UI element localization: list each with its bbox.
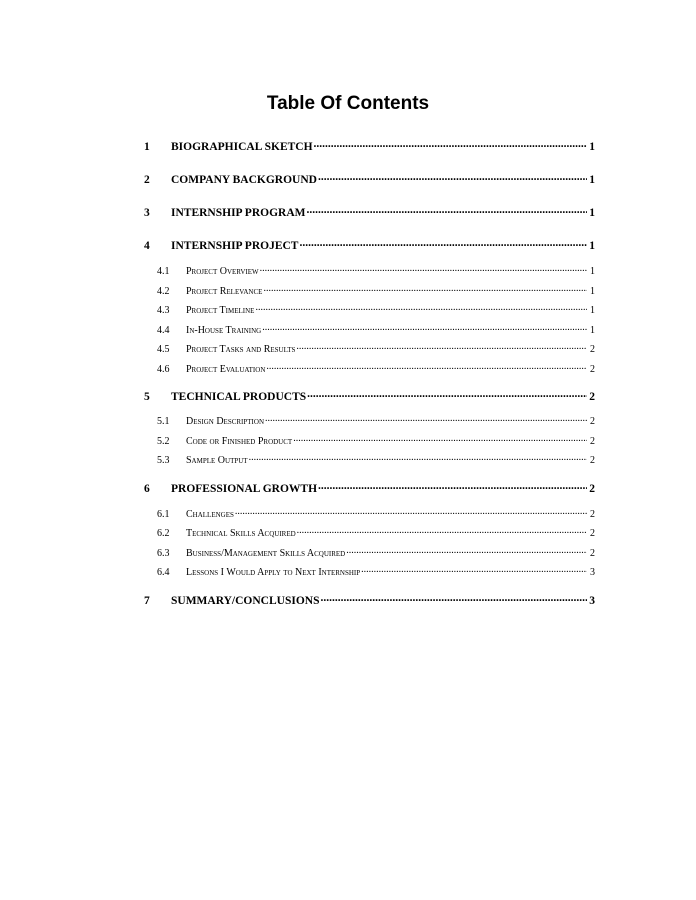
toc-entry[interactable] bbox=[144, 453, 595, 466]
toc-entry[interactable] bbox=[144, 546, 595, 559]
toc-entry-page-number: 2 bbox=[590, 436, 595, 447]
toc-entry-number: 6 bbox=[144, 482, 150, 495]
toc-dot-leader bbox=[263, 284, 587, 294]
toc-dot-leader bbox=[361, 565, 587, 575]
toc-entry-title: Project Timeline bbox=[186, 305, 255, 316]
toc-entry-page-number: 2 bbox=[590, 548, 595, 559]
toc-entry-page-number: 1 bbox=[590, 286, 595, 297]
toc-entry-number: 5.1 bbox=[157, 416, 170, 427]
toc-entry-title: COMPANY BACKGROUND bbox=[171, 173, 317, 186]
toc-entry-page-number: 1 bbox=[590, 325, 595, 336]
toc-entry-page-number: 2 bbox=[590, 344, 595, 355]
toc-entry-number: 5 bbox=[144, 390, 150, 403]
toc-entry-number: 4.6 bbox=[157, 364, 170, 375]
toc-dot-leader bbox=[307, 204, 588, 216]
toc-entry[interactable] bbox=[144, 342, 595, 355]
toc-entry[interactable] bbox=[144, 237, 595, 252]
toc-entry-number: 4.3 bbox=[157, 305, 170, 316]
toc-dot-leader bbox=[346, 546, 587, 556]
toc-entry[interactable] bbox=[144, 171, 595, 186]
toc-dot-leader bbox=[249, 453, 587, 463]
toc-entry-page-number: 1 bbox=[590, 305, 595, 316]
toc-entry[interactable] bbox=[144, 264, 595, 277]
toc-entry-page-number: 2 bbox=[590, 364, 595, 375]
toc-entry-number: 6.1 bbox=[157, 509, 170, 520]
toc-entry-title: Project Tasks and Results bbox=[186, 344, 296, 355]
toc-entry-page-number: 2 bbox=[589, 390, 595, 403]
toc-entry[interactable] bbox=[144, 362, 595, 375]
toc-entry-title: Code or Finished Product bbox=[186, 436, 293, 447]
toc-entry-title: Business/Management Skills Acquired bbox=[186, 548, 346, 559]
toc-entry-page-number: 2 bbox=[590, 416, 595, 427]
toc-entry-page-number: 3 bbox=[590, 567, 595, 578]
toc-dot-leader bbox=[260, 264, 587, 274]
toc-dot-leader bbox=[296, 342, 587, 352]
toc-entry-title: Technical Skills Acquired bbox=[186, 528, 296, 539]
toc-entry-number: 5.2 bbox=[157, 436, 170, 447]
toc-dot-leader bbox=[314, 138, 587, 150]
toc-entry-title: Design Description bbox=[186, 416, 265, 427]
toc-entry-page-number: 1 bbox=[589, 173, 595, 186]
toc-entry-page-number: 1 bbox=[589, 206, 595, 219]
toc-dot-leader bbox=[318, 480, 587, 492]
toc-entry-page-number: 2 bbox=[590, 509, 595, 520]
toc-entry[interactable] bbox=[144, 526, 595, 539]
toc-dot-leader bbox=[255, 303, 587, 313]
toc-entry[interactable] bbox=[144, 507, 595, 520]
toc-dot-leader bbox=[265, 414, 587, 424]
toc-entry-number: 3 bbox=[144, 206, 150, 219]
toc-entry-number: 4.2 bbox=[157, 286, 170, 297]
toc-entry-number: 4.4 bbox=[157, 325, 170, 336]
toc-entry-title: Challenges bbox=[186, 509, 234, 520]
toc-entry-page-number: 1 bbox=[589, 140, 595, 153]
toc-entry-number: 6.2 bbox=[157, 528, 170, 539]
toc-entry-number: 6.3 bbox=[157, 548, 170, 559]
toc-entry-title: PROFESSIONAL GROWTH bbox=[171, 482, 318, 495]
toc-entry-title: TECHNICAL PRODUCTS bbox=[171, 390, 307, 403]
toc-entry-page-number: 2 bbox=[590, 528, 595, 539]
toc-dot-leader bbox=[262, 323, 587, 333]
toc-entry-title: Project Overview bbox=[186, 266, 259, 277]
toc-entry[interactable] bbox=[144, 388, 595, 403]
toc-entry-page-number: 2 bbox=[589, 482, 595, 495]
toc-entry-number: 4.1 bbox=[157, 266, 170, 277]
toc-entry[interactable] bbox=[144, 414, 595, 427]
toc-entry-page-number: 2 bbox=[590, 455, 595, 466]
toc-entry-page-number: 1 bbox=[590, 266, 595, 277]
toc-entry[interactable] bbox=[144, 480, 595, 495]
toc-dot-leader bbox=[307, 388, 587, 400]
toc-entry-title: INTERNSHIP PROGRAM bbox=[171, 206, 306, 219]
toc-entry[interactable] bbox=[144, 565, 595, 578]
toc-dot-leader bbox=[293, 434, 587, 444]
toc-entry-title: INTERNSHIP PROJECT bbox=[171, 239, 299, 252]
toc-dot-leader bbox=[266, 362, 587, 372]
toc-entry[interactable] bbox=[144, 323, 595, 336]
page-title: Table Of Contents bbox=[266, 93, 430, 114]
toc-entry[interactable] bbox=[144, 592, 595, 607]
toc-entry-title: Sample Output bbox=[186, 455, 248, 466]
toc-entry[interactable] bbox=[144, 204, 595, 219]
toc-entry-title: SUMMARY/CONCLUSIONS bbox=[171, 594, 320, 607]
toc-entry[interactable] bbox=[144, 434, 595, 447]
toc-entry-title: BIOGRAPHICAL SKETCH bbox=[171, 140, 313, 153]
toc-entry-title: In-House Training bbox=[186, 325, 262, 336]
toc-dot-leader bbox=[297, 526, 587, 536]
toc-entry-number: 7 bbox=[144, 594, 150, 607]
toc-dot-leader bbox=[320, 592, 587, 604]
toc-dot-leader bbox=[299, 237, 587, 249]
toc-entry-number: 5.3 bbox=[157, 455, 170, 466]
toc-entry[interactable] bbox=[144, 284, 595, 297]
toc-entry-number: 4.5 bbox=[157, 344, 170, 355]
toc-entry-number: 4 bbox=[144, 239, 150, 252]
toc-dot-leader bbox=[318, 171, 587, 183]
toc-entry-page-number: 3 bbox=[589, 594, 595, 607]
toc-entry-page-number: 1 bbox=[589, 239, 595, 252]
toc-entry-title: Project Relevance bbox=[186, 286, 263, 297]
toc-entry-number: 6.4 bbox=[157, 567, 170, 578]
toc-dot-leader bbox=[235, 507, 587, 517]
toc-entry-title: Lessons I Would Apply to Next Internship bbox=[186, 567, 361, 578]
toc-entry-number: 2 bbox=[144, 173, 150, 186]
toc-entry[interactable] bbox=[144, 303, 595, 316]
toc-entry-number: 1 bbox=[144, 140, 150, 153]
toc-entry-title: Project Evaluation bbox=[186, 364, 266, 375]
toc-entry[interactable] bbox=[144, 138, 595, 153]
